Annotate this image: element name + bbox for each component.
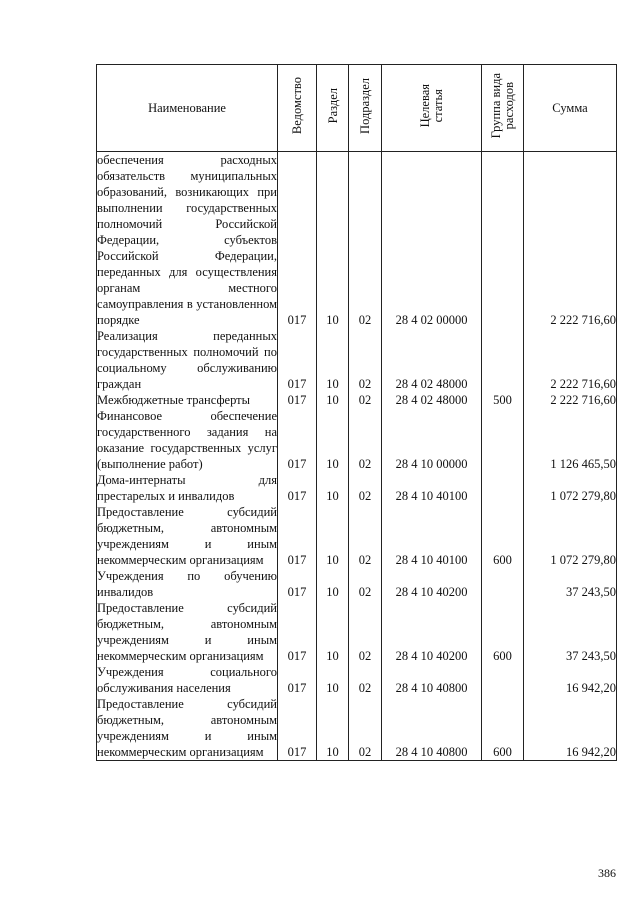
row-sum: 2 222 716,60 bbox=[524, 392, 617, 408]
row-dept: 017 bbox=[278, 408, 317, 472]
row-subsection: 02 bbox=[349, 664, 382, 696]
row-group bbox=[482, 472, 524, 504]
header-subsection bbox=[349, 65, 382, 152]
header-name bbox=[97, 65, 278, 152]
header-section bbox=[317, 65, 349, 152]
row-name: Предоставление субсидий бюджетным, автономным учреждениям и иным некоммерческим организациям bbox=[97, 697, 277, 759]
page-number: 386 bbox=[598, 866, 616, 880]
row-name: Дома-интернаты для престарелых и инвалидов bbox=[97, 473, 277, 503]
row-section: 10 bbox=[317, 504, 349, 568]
row-name: Межбюджетные трансферты bbox=[97, 392, 278, 408]
row-sum: 1 072 279,80 bbox=[524, 504, 617, 568]
header-section-label: Раздел bbox=[325, 88, 340, 124]
table-row bbox=[97, 392, 617, 408]
row-subsection: 02 bbox=[349, 152, 382, 329]
row-section: 10 bbox=[317, 472, 349, 504]
header-sum-label: Сумма bbox=[552, 101, 588, 115]
row-target: 28 4 02 48000 bbox=[382, 392, 482, 408]
header-group-line1: Группа вида bbox=[488, 73, 503, 139]
row-subsection: 02 bbox=[349, 392, 382, 408]
header-group bbox=[482, 65, 524, 152]
row-target: 28 4 02 48000 bbox=[382, 328, 482, 392]
header-dept-label: Ведомство bbox=[290, 77, 304, 135]
header-group-label bbox=[490, 73, 516, 138]
row-name: Учреждения социального обслуживания населения bbox=[97, 665, 277, 695]
header-dept bbox=[278, 65, 317, 152]
row-dept: 017 bbox=[278, 696, 317, 761]
row-dept: 017 bbox=[278, 328, 317, 392]
row-target: 28 4 02 00000 bbox=[382, 152, 482, 329]
row-subsection: 02 bbox=[349, 472, 382, 504]
row-group bbox=[482, 328, 524, 392]
row-group: 600 bbox=[482, 600, 524, 664]
table-row bbox=[97, 504, 617, 568]
row-section: 10 bbox=[317, 600, 349, 664]
row-sum: 16 942,20 bbox=[524, 696, 617, 761]
row-dept: 017 bbox=[278, 152, 317, 329]
row-sum: 1 072 279,80 bbox=[524, 472, 617, 504]
row-sum: 16 942,20 bbox=[524, 664, 617, 696]
row-dept: 017 bbox=[278, 600, 317, 664]
row-sum: 2 222 716,60 bbox=[524, 328, 617, 392]
row-name: обеспечения расходных обязательств муниципальных образований, возникающих при выполнении государственных полномочий Российской Федерации, субъектов Российской Федерации, переданных для осуществления органам местного самоуправления в установленном порядке bbox=[97, 153, 277, 327]
header-name-label: Наименование bbox=[148, 101, 226, 115]
row-target: 28 4 10 00000 bbox=[382, 408, 482, 472]
row-dept: 017 bbox=[278, 568, 317, 600]
row-dept: 017 bbox=[278, 392, 317, 408]
row-dept: 017 bbox=[278, 472, 317, 504]
header-target bbox=[382, 65, 482, 152]
header-subsection-label: Подраздел bbox=[358, 78, 372, 134]
table-header-row bbox=[97, 65, 617, 152]
row-name: Реализация переданных государственных полномочий по социальному обслуживанию граждан bbox=[97, 329, 277, 391]
budget-table bbox=[96, 64, 617, 761]
row-subsection: 02 bbox=[349, 568, 382, 600]
row-group: 600 bbox=[482, 504, 524, 568]
row-section: 10 bbox=[317, 152, 349, 329]
header-target-line1: Целевая bbox=[417, 84, 432, 128]
row-section: 10 bbox=[317, 696, 349, 761]
table-row bbox=[97, 600, 617, 664]
row-section: 10 bbox=[317, 568, 349, 600]
row-subsection: 02 bbox=[349, 600, 382, 664]
row-subsection: 02 bbox=[349, 408, 382, 472]
table-row bbox=[97, 152, 617, 329]
header-target-line2: статья bbox=[430, 89, 445, 123]
row-target: 28 4 10 40200 bbox=[382, 600, 482, 664]
row-target: 28 4 10 40100 bbox=[382, 504, 482, 568]
row-section: 10 bbox=[317, 328, 349, 392]
header-sum bbox=[524, 65, 617, 152]
table-row bbox=[97, 664, 617, 696]
row-section: 10 bbox=[317, 392, 349, 408]
row-group bbox=[482, 408, 524, 472]
row-name: Финансовое обеспечение государственного задания на оказание государственных услуг (выполнение работ) bbox=[97, 409, 277, 471]
row-group bbox=[482, 152, 524, 329]
row-name: Предоставление субсидий бюджетным, автономным учреждениям и иным некоммерческим организациям bbox=[97, 601, 277, 663]
row-sum: 37 243,50 bbox=[524, 600, 617, 664]
row-target: 28 4 10 40100 bbox=[382, 472, 482, 504]
row-section: 10 bbox=[317, 664, 349, 696]
row-group bbox=[482, 664, 524, 696]
row-subsection: 02 bbox=[349, 696, 382, 761]
row-name: Учреждения по обучению инвалидов bbox=[97, 569, 277, 599]
row-section: 10 bbox=[317, 408, 349, 472]
row-dept: 017 bbox=[278, 504, 317, 568]
row-group: 600 bbox=[482, 696, 524, 761]
row-sum: 2 222 716,60 bbox=[524, 152, 617, 329]
row-subsection: 02 bbox=[349, 504, 382, 568]
table-row bbox=[97, 696, 617, 761]
row-target: 28 4 10 40200 bbox=[382, 568, 482, 600]
row-name: Предоставление субсидий бюджетным, автономным учреждениям и иным некоммерческим организациям bbox=[97, 505, 277, 567]
table-row bbox=[97, 408, 617, 472]
row-dept: 017 bbox=[278, 664, 317, 696]
row-group bbox=[482, 568, 524, 600]
table-row bbox=[97, 568, 617, 600]
header-target-label bbox=[419, 84, 445, 127]
header-group-line2: расходов bbox=[501, 82, 516, 130]
table-row bbox=[97, 472, 617, 504]
table-row bbox=[97, 328, 617, 392]
row-subsection: 02 bbox=[349, 328, 382, 392]
row-sum: 37 243,50 bbox=[524, 568, 617, 600]
row-sum: 1 126 465,50 bbox=[524, 408, 617, 472]
row-group: 500 bbox=[482, 392, 524, 408]
row-target: 28 4 10 40800 bbox=[382, 696, 482, 761]
row-target: 28 4 10 40800 bbox=[382, 664, 482, 696]
